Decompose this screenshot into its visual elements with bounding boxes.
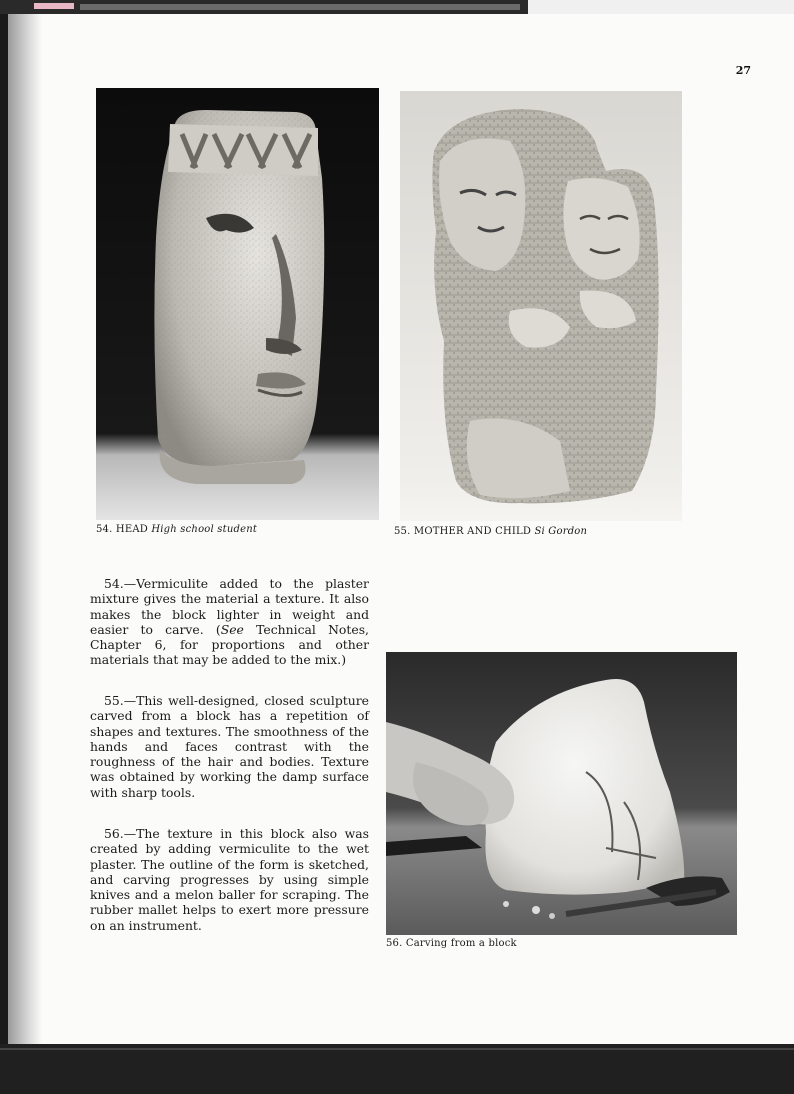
paragraph-54-see: See — [220, 621, 244, 637]
page-number: 27 — [735, 64, 751, 77]
paragraph-56: 56.—The texture in this block also was created by adding vermiculite to the wet plaster. The outline of the form is sketched, and carving progresses by using simple knives and a melon baller for scraping. The rubber mallet helps to exert more pressure on an instrument. — [90, 826, 369, 933]
fig-55-title: MOTHER AND CHILD — [413, 526, 532, 537]
fig-55-number: 55. — [394, 526, 411, 537]
head-sculpture-image — [96, 88, 379, 520]
carving-image — [386, 652, 737, 935]
edge-line — [0, 1048, 794, 1050]
caption-fig-54 — [96, 524, 257, 535]
photo-carving-from-block — [386, 652, 737, 935]
paragraph-54-text-a: 54.—Vermiculite added to the plaster mixture gives the material a texture. It also makes the block lighter in weight and easier to carve. ( — [90, 576, 369, 637]
fig-54-title: HEAD — [115, 524, 148, 535]
scan-top-edge — [0, 0, 794, 14]
paragraph-55: 55.—This well-designed, closed sculpture carved from a block has a repetition of shapes and textures. The smoothness of the hands and faces contrast with the roughness of the hair and bodies. Texture was obtained by working the damp surface with sharp tools. — [90, 693, 369, 800]
caption-fig-55 — [394, 526, 587, 537]
fig-54-credit: High school student — [151, 524, 258, 535]
tab-marker — [34, 3, 74, 9]
caption-fig-56 — [386, 938, 517, 949]
fig-56-number: 56. — [386, 938, 403, 949]
fig-56-title: Carving from a block — [405, 938, 517, 949]
mother-child-image — [400, 91, 682, 521]
photo-head-sculpture — [96, 88, 379, 520]
gutter-shadow — [8, 14, 42, 1044]
scan-bottom-edge — [0, 1044, 794, 1094]
paragraph-54 — [90, 576, 369, 668]
edge-strip — [80, 4, 520, 10]
paragraph-54-text-b: Technical Notes, Chapter 6, for proportions and other materials that may be added to the mix.) — [90, 621, 369, 668]
fig-55-credit: Si Gordon — [534, 526, 588, 537]
fig-54-number: 54. — [96, 524, 113, 535]
edge-white — [528, 0, 794, 14]
photo-mother-and-child — [400, 91, 682, 521]
